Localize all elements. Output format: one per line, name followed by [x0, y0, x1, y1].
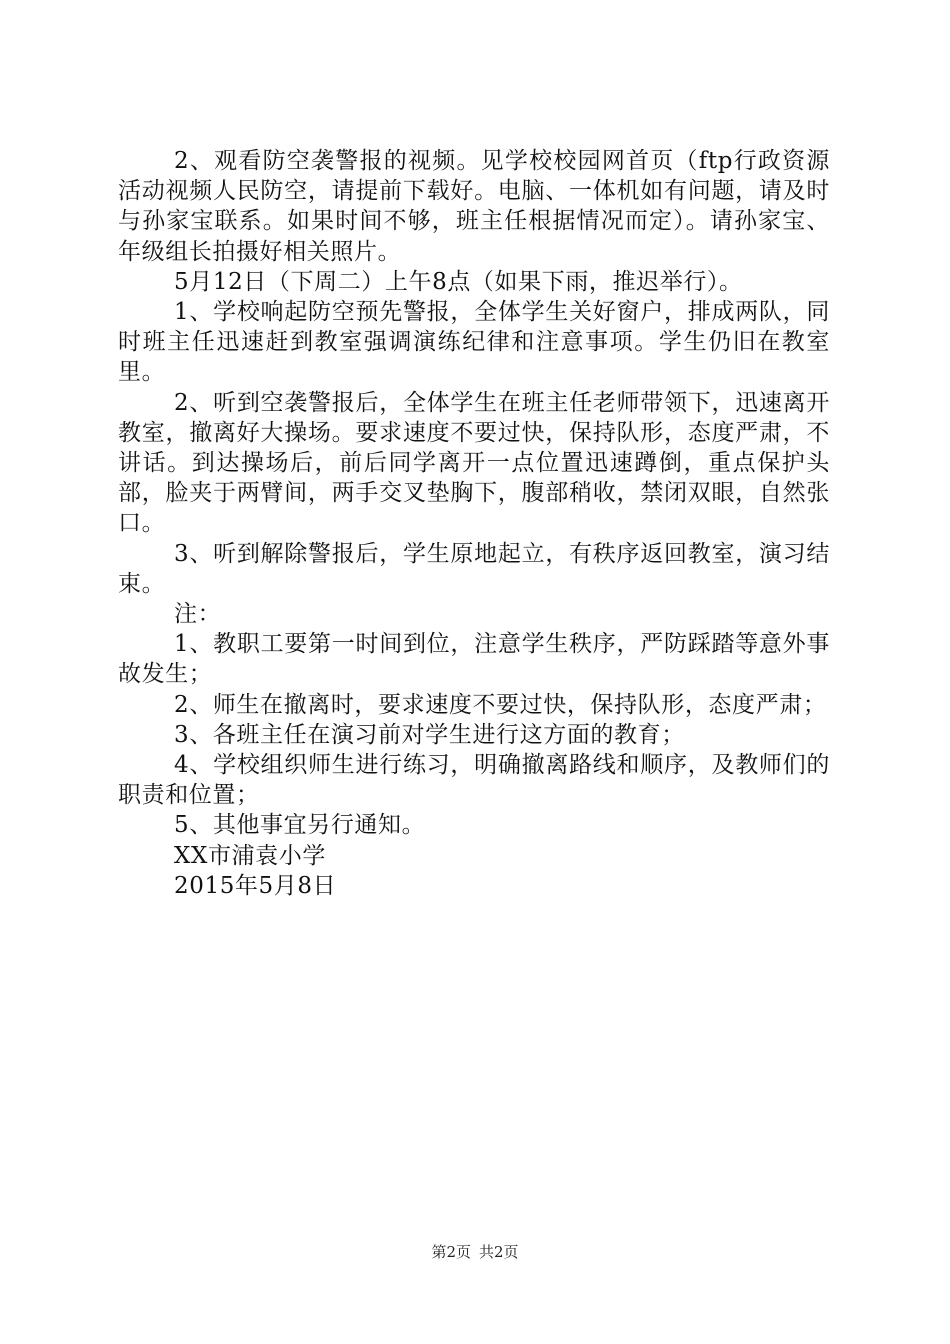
paragraph-step-3: 3、听到解除警报后，学生原地起立，有秩序返回教室，演习结束。 — [118, 540, 830, 597]
note-item-3: 3、各班主任在演习前对学生进行这方面的教育； — [174, 721, 685, 748]
paragraph-drill-date: 5月12日（下周二）上午8点（如果下雨，推迟举行）。 — [174, 268, 743, 295]
paragraph-step-1: 1、学校响起防空预先警报，全体学生关好窗户，排成两队，同时班主任迅速赶到教室强调演练纪律和注意事项。学生仍旧在教室里。 — [118, 299, 830, 386]
page-number: 第2页 — [431, 1243, 471, 1261]
note-item-2: 2、师生在撤离时，要求速度不要过快，保持队形，态度严肃； — [174, 691, 827, 718]
notes-heading: 注： — [174, 601, 222, 628]
paragraph-item-2-video: 2、观看防空袭警报的视频。见学校校园网首页（ftp行政资源活动视频人民防空，请提前下载好。电脑、一体机如有问题，请及时与孙家宝联系。如果时间不够，班主任根据情况而定）。请孙家宝、年级组长拍摄好相关照片。 — [118, 148, 830, 265]
page-total: 共2页 — [479, 1243, 519, 1261]
note-item-4: 4、学校组织师生进行练习，明确撤离路线和顺序，及教师们的职责和位置； — [118, 752, 830, 809]
signature-school: XX市浦袁小学 — [174, 842, 326, 869]
signature-date: 2015年5月8日 — [174, 872, 337, 899]
page-footer — [0, 1242, 950, 1262]
note-item-1: 1、教职工要第一时间到位，注意学生秩序，严防踩踏等意外事故发生； — [118, 631, 830, 688]
note-item-5: 5、其他事宜另行通知。 — [174, 812, 426, 839]
paragraph-step-2: 2、听到空袭警报后，全体学生在班主任老师带领下，迅速离开教室，撤离好大操场。要求速度不要过快，保持队形，态度严肃，不讲话。到达操场后，前后同学离开一点位置迅速蹲倒，重点保护头部，脸夹于两臂间，两手交叉垫胸下，腹部稍收，禁闭双眼，自然张口。 — [118, 389, 830, 537]
document-body — [118, 146, 830, 901]
